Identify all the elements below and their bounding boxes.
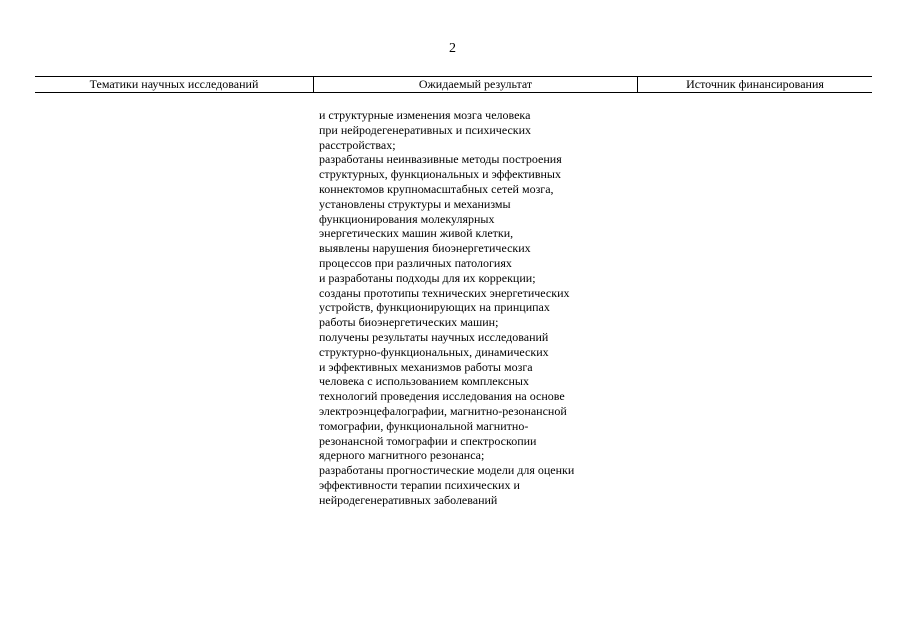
result-text-line: разработаны неинвазивные методы построения	[319, 152, 562, 167]
result-text-line: и разработаны подходы для их коррекции;	[319, 270, 536, 285]
result-text-line: получены результаты научных исследований	[319, 329, 549, 344]
result-text-line: процессов при различных патологиях	[319, 255, 512, 270]
result-text-line: структурно-функциональных, динамических	[319, 344, 549, 359]
table-header-row	[35, 76, 872, 93]
result-text-line: томографии, функциональной магнитно-	[319, 418, 529, 433]
result-text-line: электроэнцефалографии, магнитно-резонансной	[319, 403, 567, 418]
result-text-line: структурных, функциональных и эффективных	[319, 167, 561, 182]
result-text-line: коннектомов крупномасштабных сетей мозга,	[319, 181, 554, 196]
result-text-line: ядерного магнитного резонанса;	[319, 448, 485, 463]
result-text-line: работы биоэнергетических машин;	[319, 315, 499, 330]
result-text-line: эффективности терапии психических и	[319, 477, 520, 492]
result-text-line: при нейродегенеративных и психических	[319, 122, 532, 137]
column-header-expected-result: Ожидаемый результат	[313, 77, 638, 92]
result-text-line: созданы прототипы технических энергетических	[319, 285, 570, 300]
result-text-line: функционирования молекулярных	[319, 211, 495, 226]
result-text-line: устройств, функционирующих на принципах	[319, 300, 550, 315]
result-text-line: и эффективных механизмов работы мозга	[319, 359, 533, 374]
result-text-line: установлены структуры и механизмы	[319, 196, 511, 211]
result-text-line: и структурные изменения мозга человека	[319, 108, 531, 122]
expected-result-cell	[319, 108, 619, 508]
result-text-line: резонансной томографии и спектроскопии	[319, 433, 537, 448]
column-header-funding-source: Источник финансирования	[686, 77, 824, 91]
column-header-research-topics: Тематики научных исследований	[89, 77, 259, 91]
page-number: 2	[449, 41, 456, 56]
result-text-line: разработаны прогностические модели для оценки	[319, 463, 575, 478]
result-text-line: технологий проведения исследования на основе	[319, 389, 565, 404]
result-text-line: расстройствах;	[319, 137, 396, 152]
result-text-line: человека с использованием комплексных	[319, 374, 529, 389]
result-text-line: нейродегенеративных заболеваний	[319, 492, 498, 507]
result-text-line: энергетических машин живой клетки,	[319, 226, 514, 241]
result-text-line: выявлены нарушения биоэнергетических	[319, 241, 531, 256]
